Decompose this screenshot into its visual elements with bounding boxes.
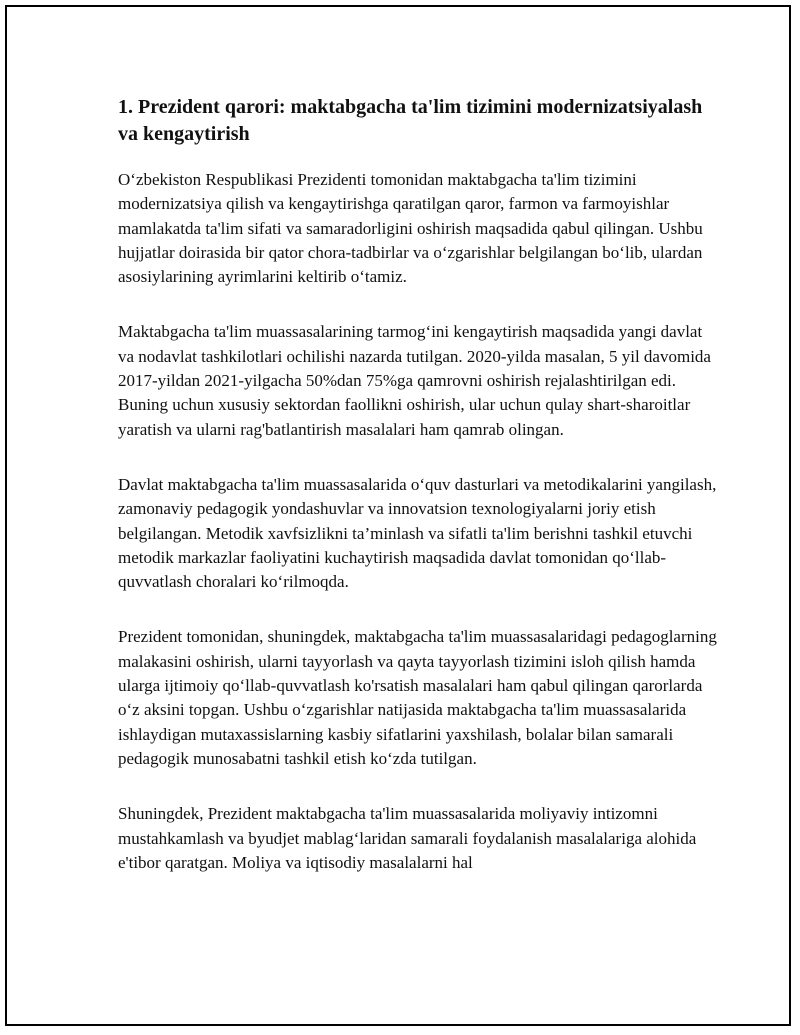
paragraph-curriculum: Davlat maktabgacha ta'lim muassasalarida o‘quv dasturlari va metodikalarini yangilash, zamonaviy pedagogik yondashuvlar va innovatsion texnologiyalarni joriy etish belgilangan. Metodik xavfsizlikni ta’minlash va sifatli ta'lim berishni tashkil etuvchi metodik markazlar faoliyatini kuchaytirish maqsadida davlat tomonidan qo‘llab-quvvatlash choralari ko‘rilmoqda. [118,474,717,592]
paragraph-network-expansion: Maktabgacha ta'lim muassasalarining tarmog‘ini kengaytirish maqsadida yangi davlat va nodavlat tashkilotlari ochilishi nazarda tutilgan. 2020-yilda masalan, 5 yil davomida 2017-yildan 2021-yilgacha 50%dan 75%ga qamrovni oshirish rejalashtirilgan edi. Buning uchun xususiy sektordan faollikni oshirish, ular uchun qulay shart-sharoitlar yaratish va ularni rag'batlantirish masalalari ham qamrab olingan. [118,322,711,439]
paragraph-intro: O‘zbekiston Respublikasi Prezidenti tomonidan maktabgacha ta'lim tizimini modernizatsiya qilish va kengaytirishga qaratilgan qaror, farmon va farmoyishlar mamlakatda ta'lim sifati va samaradorligini oshirish maqsadida qabul qilingan. Ushbu hujjatlar doirasida bir qator chora-tadbirlar va o‘zgarishlar belgilangan bo‘lib, ulardan asosiylarining ayrimlarini keltirib o‘tamiz. [118,170,703,287]
document-body [118,94,718,906]
paragraph-financial-discipline: Shuningdek, Prezident maktabgacha ta'lim muassasalarida moliyaviy intizomni mustahkamlash va byudjet mablag‘laridan samarali foydalanish masalalariga alohida e'tibor qaratgan. Moliya va iqtisodiy masalalarni hal [118,804,697,872]
paragraph-teacher-training: Prezident tomonidan, shuningdek, maktabgacha ta'lim muassasalaridagi pedagoglarning malakasini oshirish, ularni tayyorlash va qayta tayyorlash tizimini isloh qilish hamda ularga ijtimoiy qo‘llab-quvvatlash ko'rsatish masalalari ham qabul qilingan qarorlarda o‘z aksini topgan. Ushbu o‘zgarishlar natijasida maktabgacha ta'lim muassasalarida ishlaydigan mutaxassislarning kasbiy sifatlarini yaxshilash, bolalar bilan samarali pedagogik munosabatni tashkil etish ko‘zda tutilgan. [118,627,717,768]
section-heading: 1. Prezident qarori: maktabgacha ta'lim tizimini modernizatsiyalash va kengaytirish [118,96,703,145]
